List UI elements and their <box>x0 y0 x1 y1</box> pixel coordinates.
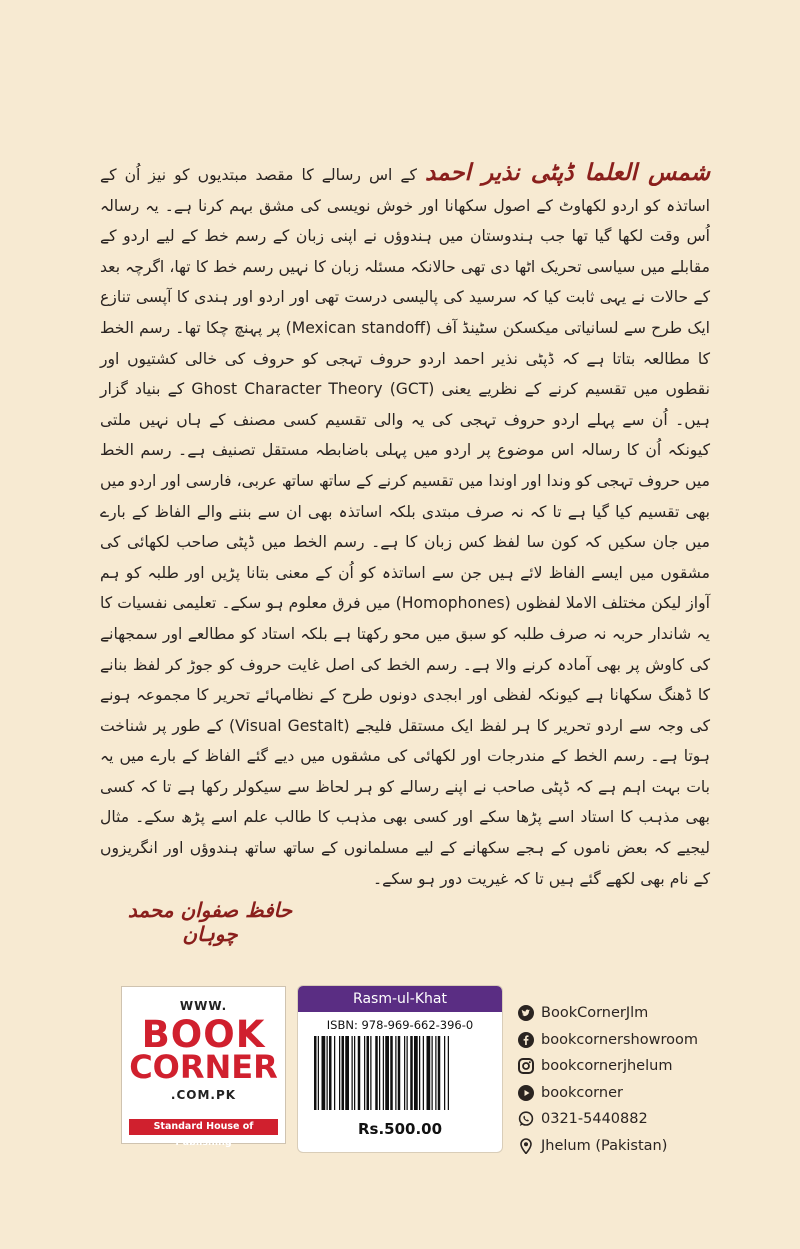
price-label: Rs.500.00 <box>357 1120 443 1138</box>
barcode-bar <box>419 1036 420 1110</box>
facebook-icon <box>518 1032 534 1048</box>
barcode-bar <box>395 1036 396 1110</box>
barcode-bar <box>432 1036 433 1110</box>
barcode-bar <box>367 1036 370 1110</box>
social-item-facebook[interactable] <box>518 1027 778 1054</box>
social-item-youtube[interactable] <box>518 1080 778 1107</box>
logo-corner: CORNER <box>129 1048 278 1086</box>
barcode-bar <box>390 1036 393 1110</box>
author-title: شمس العلما ڈپٹی نذیر احمد <box>425 160 710 186</box>
barcode-bar <box>427 1036 431 1110</box>
social-item-whatsapp[interactable] <box>518 1106 778 1133</box>
twitter-icon <box>518 1005 534 1021</box>
social-text: bookcornershowroom <box>541 1031 698 1048</box>
barcode-bar <box>438 1036 441 1110</box>
barcode-bar <box>318 1036 319 1110</box>
barcode-bar <box>352 1036 353 1110</box>
social-item-twitter[interactable] <box>518 1000 778 1027</box>
description-body: کے اس رسالے کا مقصد مبتدیوں کو نیز اُن کے اساتذہ کو اردو لکھاوٹ کے اصول سکھانا اور خوش نویسی کی مشق بہم کرنا ہے۔ یہ رسالہ اُس وقت لکھا گیا تھا جب ہندوستان میں ہندوؤں نے اپنی زبان کے رسم خط کے لیے اردو کے مقابلے میں سیاسی تحریک اٹھا دی تھی حالانکہ مسئلہ زبان کا نہیں رسم خط کا تھا، اگرچہ بعد کے حالات نے یہی ثابت کیا کہ سرسید کی پالیسی درست تھی اور اردو اور ہندی کا آپسی تنازع ایک طرح سے لسانیاتی میکسکن سٹینڈ آف (Mexican standoff) پر پہنچ چکا تھا۔ رسم الخط کا مطالعہ بتاتا ہے کہ ڈپٹی نذیر احمد اردو حروف تہجی کو حروف کی خالی کشتیوں اور نقطوں میں تقسیم کرنے کے نظریے یعنی Ghost Character Theory (GCT) کے بنیاد گزار ہیں۔ اُن سے پہلے اردو حروف تہجی کی یہ والی تقسیم کسی مصنف کے ہاں نہیں ملتی کیونکہ اُن کا رسالہ اس موضوع پر اردو میں پہلی باضابطہ مستقل تصنیف ہے۔ رسم الخط میں حروف تہجی کو وندا اور اوندا میں تقسیم کرنے کے ساتھ ساتھ عربی، فارسی اور اردو میں بھی تقسیم کیا گیا ہے تا کہ نہ صرف مبتدی بلکہ اساتذہ بھی ان سے بننے والے الفاظ کے بارے میں جان سکیں کہ کون سا لفظ کس زبان کا ہے۔ رسم الخط میں ڈپٹی صاحب لکھائی کی مشقوں میں ایسے الفاظ لائے ہیں جن سے اساتذہ کو اُن کے معنی بتانا پڑیں اور طلبہ کو ہم آواز لیکن مختلف الاملا لفظوں (Homophones) میں فرق معلوم ہو سکے۔ تعلیمی نفسیات کا یہ شاندار حربہ نہ صرف طلبہ کو سبق میں محو رکھتا ہے بلکہ استاد کو مطالعے اور سمجھانے کی کاوش پر بھی آمادہ کرنے والا ہے۔ رسم الخط کی اصل غایت حروف کو جوڑ کر لفظ بنانے کا ڈھنگ سکھانا ہے کیونکہ لفظی اور ابجدی دونوں طرح کے نظامہائے تحریر کا مجموعہ ہونے کی وجہ سے اردو تحریر کا ہر لفظ ایک مستقل فلیجے (Visual Gestalt) کے طور پر شناخت ہوتا ہے۔ رسم الخط کے مندرجات اور لکھائی کی مشقوں میں دیے گئے الفاظ کے بارے میں یہ بات بہت اہم ہے کہ ڈپٹی صاحب نے اپنے رسالے کو ہر لحاظ سے سیکولر رکھا ہے تا کہ کسی بھی مذہب کا استاد اسے پڑھا سکے اور کسی بھی مذہب کا طالب علم اسے پڑھ سکے۔ مثال لیجیے کہ بعض ناموں کے ہجے سکھانے کے لیے مسلمانوں کے ساتھ ساتھ ہندوؤں اور انگریزوں کے نام بھی لکھے گئے ہیں تا کہ غیریت دور ہو سکے۔ <box>100 166 710 888</box>
social-text: BookCornerJlm <box>541 1005 649 1022</box>
publisher-logo <box>121 986 286 1148</box>
logo-book: BOOK <box>141 1013 266 1056</box>
social-item-location[interactable] <box>518 1133 778 1160</box>
barcode-bar <box>404 1036 405 1110</box>
barcode-bar <box>414 1036 418 1110</box>
social-text: 0321-5440882 <box>541 1111 648 1128</box>
barcode-bar <box>322 1036 326 1110</box>
whatsapp-icon <box>518 1111 534 1127</box>
barcode-bar <box>364 1036 365 1110</box>
book-title-label: Rasm-ul-Khat <box>298 986 502 1012</box>
barcode-bar <box>339 1036 340 1110</box>
description-paragraph <box>100 158 710 894</box>
social-links <box>518 1000 778 1159</box>
barcode-bar <box>370 1036 371 1110</box>
isbn-text: ISBN: 978-969-662-396-0 <box>326 1018 474 1032</box>
barcode-image <box>310 1036 490 1110</box>
barcode-bar <box>444 1036 445 1110</box>
barcode-bar <box>354 1036 355 1110</box>
barcode-panel <box>298 986 502 1152</box>
logo-tagline: Standard House of Publishing <box>129 1119 278 1135</box>
instagram-icon <box>518 1058 534 1074</box>
barcode-bar <box>423 1036 424 1110</box>
barcode-bar <box>358 1036 361 1110</box>
barcode-bar <box>329 1036 332 1110</box>
barcode-bar <box>334 1036 335 1110</box>
barcode-bar <box>385 1036 389 1110</box>
barcode-bar <box>327 1036 328 1110</box>
location-pin-icon <box>518 1138 534 1154</box>
description-text <box>100 158 710 894</box>
barcode-bar <box>398 1036 401 1110</box>
barcode-bar <box>407 1036 408 1110</box>
barcode-bar <box>410 1036 413 1110</box>
logo-domain: .COM.PK <box>170 1088 237 1102</box>
social-text: bookcorner <box>541 1084 623 1101</box>
youtube-icon <box>518 1085 534 1101</box>
barcode-bar <box>342 1036 345 1110</box>
barcode-bar <box>379 1036 380 1110</box>
barcode-bar <box>448 1036 449 1110</box>
social-text: bookcornerjhelum <box>541 1058 673 1075</box>
logo-www: WWW. <box>179 999 228 1013</box>
social-text: Jhelum (Pakistan) <box>541 1137 668 1154</box>
social-item-instagram[interactable] <box>518 1053 778 1080</box>
barcode-bar <box>383 1036 384 1110</box>
signature: حافظ صفوان محمد چوہان <box>127 898 293 946</box>
barcode-bar <box>345 1036 349 1110</box>
barcode-bar <box>314 1036 317 1110</box>
barcode-bar <box>375 1036 378 1110</box>
barcode-bar <box>435 1036 436 1110</box>
